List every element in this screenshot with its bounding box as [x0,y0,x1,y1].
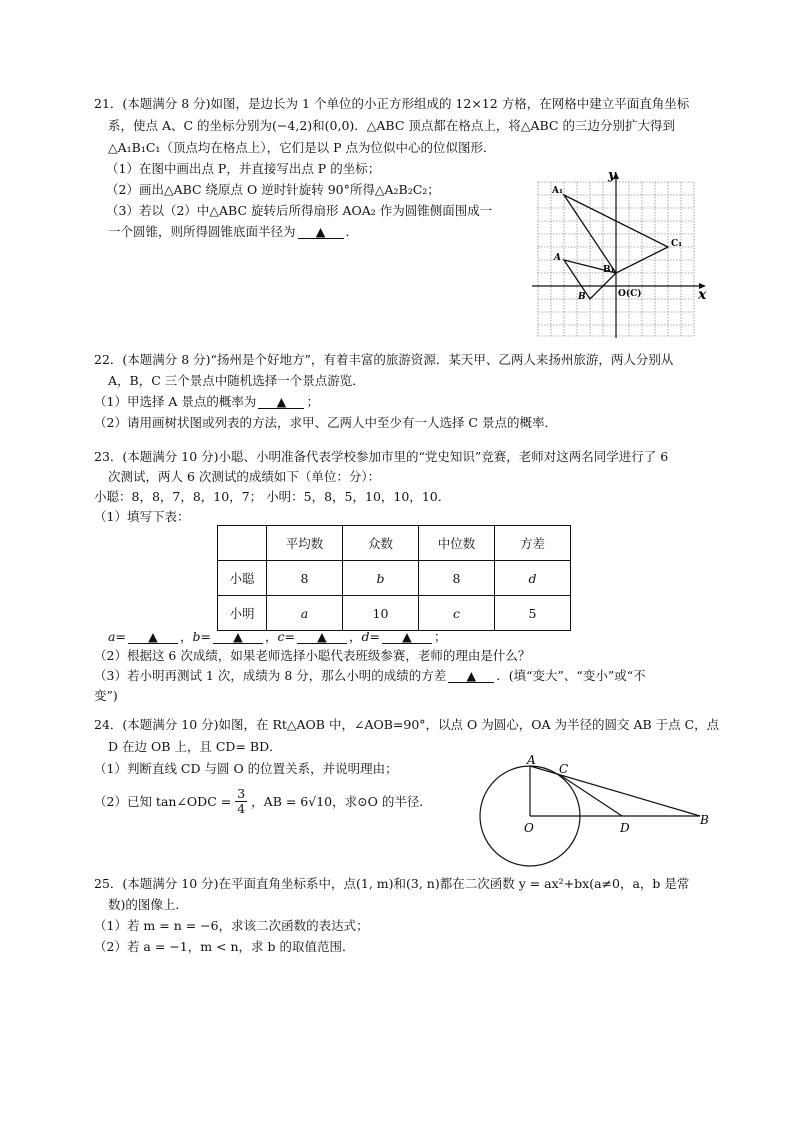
segment-cd [560,775,622,816]
table-header-cell: 中位数 [419,526,495,561]
q23-sub-3-text: （3）若小明再测试 1 次，成绩为 8 分，那么小明的成绩的方差 [94,668,447,683]
x-label: x [698,287,707,303]
q23-sub-1: （1）填写下表： [94,509,190,524]
table-cell: 5 [495,596,571,631]
table-cell: 小明 [218,596,267,631]
q21-end: ． [345,224,359,239]
table-cell: c [419,596,495,631]
table-header-cell: 众数 [343,526,419,561]
q21-sub-2: （2）画出△ABC 绕原点 O 逆时针旋转 90°所得△A₂B₂C₂； [106,182,440,197]
label-a: A [527,753,536,767]
q23-sub-3-blank[interactable]: ▲ [448,669,494,683]
q23-line-1: 23．(本题满分 10 分)小聪、小明准备代表学校参加市里的“党史知识”竞赛，老师对这两名同学进行了 6 [94,449,669,464]
fraction-denominator: 4 [237,801,246,816]
q21-sub-3: （3）若以（2）中△ABC 旋转后所得扇形 AOA₂ 作为圆锥侧面围成一 [106,203,493,218]
q21-sub-1: （1）在图中画出点 P，并直接写出点 P 的坐标； [106,161,381,176]
table-cell: 小聪 [218,561,267,596]
q22-end: ； [306,394,319,409]
label-c1: C₁ [671,239,683,249]
question-23-answers [94,628,706,704]
q23-sub-3-options: ．(填“变大”、“变小”或“不 [496,668,646,683]
fill-a-label: a= [108,629,126,644]
fraction-three-quarters [235,787,247,816]
q24-line-2: D 在边 OB 上，且 CD= BD． [108,739,282,754]
question-22 [94,351,706,431]
question-23 [94,448,706,525]
fill-sep-2: ， [264,629,278,644]
table-cell: d [495,561,571,596]
label-b: B [578,292,586,302]
fill-c-label: c= [277,629,295,644]
fill-d-blank[interactable]: ▲ [382,630,432,644]
segment-ab [530,766,700,816]
fill-sep-3: ， [348,629,362,644]
table-header-cell [218,526,267,561]
q24-sub-2-text: （2）已知 tan∠ODC = [94,794,232,809]
table-cell: a [267,596,343,631]
q23-sub-3 [94,667,706,684]
fill-b-label: b= [192,629,211,644]
fill-end: ； [433,629,447,644]
q23-line-3: 小聪：8，8，7，8，10，7； 小明：5，8，5，10，10，10． [94,489,451,504]
q23-line-2: 次测试，两人 6 次测试的成绩如下（单位：分）： [108,469,381,484]
q23-sub-2: （2）根据这 6 次成绩，如果老师选择小聪代表班级参赛，老师的理由是什么？ [94,648,531,663]
q22-line-2: A，B，C 三个景点中随机选择一个景点游览． [108,373,365,388]
q21-answer-blank[interactable]: ▲ [298,225,344,239]
q22-line-1: 22．(本题满分 8 分)“扬州是个好地方”，有着丰富的旅游资源．某天甲、乙两人来扬州旅游，两人分别从 [94,352,674,367]
table-cell: 8 [267,561,343,596]
q25-line-2: 数)的图像上． [108,897,188,912]
fraction-numerator: 3 [237,786,246,801]
score-table [217,525,571,631]
label-o: O(C) [618,289,642,299]
table-header-row [218,526,571,561]
q21-line-2: 系，使点 A、C 的坐标分别为(−4,2)和(0,0)．△ABC 顶点都在格点上，将△ABC 的三边分别扩大得到 [108,118,675,133]
question-25 [94,875,706,955]
q21-grid-figure [528,170,718,340]
label-b1: B₁ [603,265,615,275]
fill-a-blank[interactable]: ▲ [128,630,178,644]
q21-line-1: 21．(本题满分 8 分)如图，是边长为 1 个单位的小正方形组成的 12×12 方格，在网格中建立平面直角坐标 [94,96,690,111]
table-header-cell: 方差 [495,526,571,561]
table-cell: 8 [419,561,495,596]
label-b: B [700,813,709,827]
y-label: y [608,170,616,183]
q21-sub-3-text: 一个圆锥，则所得圆锥底面半径为 [108,224,296,239]
fill-d-label: d= [361,629,380,644]
q22-answer-blank[interactable]: ▲ [258,395,304,409]
label-a: A [554,253,561,263]
q23-fill-line [108,628,706,645]
q25-sub-1: （1）若 m = n = −6，求该二次函数的表达式； [94,918,369,933]
table-header-cell: 平均数 [267,526,343,561]
table-row [218,596,571,631]
label-d: D [620,821,630,835]
fill-c-blank[interactable]: ▲ [297,630,347,644]
q24-sub-2-rest: ，AB = 6√10，求⊙O 的半径． [251,794,432,809]
fill-b-blank[interactable]: ▲ [213,630,263,644]
q22-sub-1-text: （1）甲选择 A 景点的概率为 [94,394,257,409]
table-cell: b [343,561,419,596]
q22-sub-2: （2）请用画树状图或列表的方法，求甲、乙两人中至少有一人选择 C 景点的概率． [94,415,557,430]
table-row [218,561,571,596]
q22-sub-1 [94,393,706,410]
q24-circle-figure [470,752,720,880]
q24-line-1: 24．(本题满分 10 分)如图，在 Rt△AOB 中，∠AOB=90°，以点 O 为圆心，OA 为半径的圆交 AB 于点 C，点 [94,717,720,732]
q21-line-3: △A₁B₁C₁（顶点均在格点上），它们是以 P 点为位似中心的位似图形． [108,140,496,155]
fill-sep-1: ， [179,629,193,644]
q23-sub-3-cont: 变”) [94,688,118,703]
q25-line-1: 25．(本题满分 10 分)在平面直角坐标系中，点(1, m)和(3, n)都在二次函数 y = ax²+bx(a≠0，a，b 是常 [94,876,690,891]
q24-sub-1: （1）判断直线 CD 与圆 O 的位置关系，并说明理由； [94,761,398,776]
table-cell: 10 [343,596,419,631]
q25-sub-2: （2）若 a = −1，m < n，求 b 的取值范围． [94,939,355,954]
label-c: C [559,762,569,776]
label-o: O [524,821,534,835]
label-a1: A₁ [552,186,563,196]
